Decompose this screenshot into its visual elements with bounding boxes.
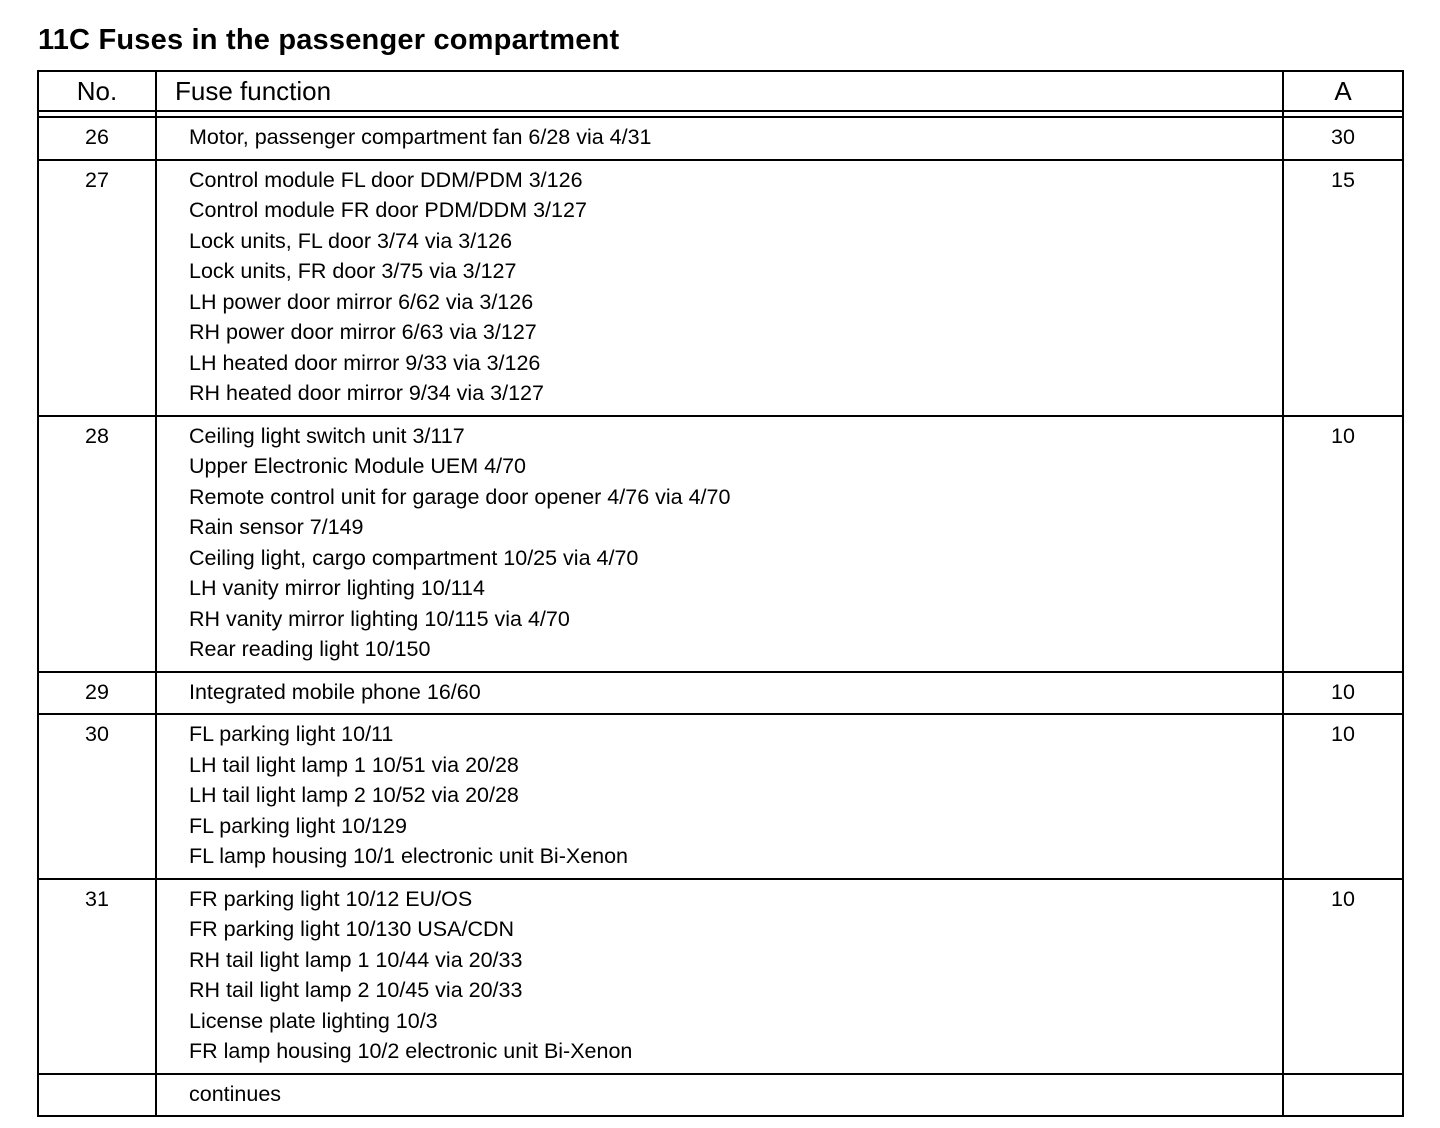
fuse-function-line: LH vanity mirror lighting 10/114 [189, 576, 485, 600]
fuse-number: 29 [38, 672, 156, 715]
fuse-amperage: 10 [1283, 672, 1403, 715]
fuse-function-line: License plate lighting 10/3 [189, 1008, 438, 1033]
fuse-amperage: 10 [1283, 416, 1403, 672]
fuse-function-line: Rear reading light 10/150 [189, 637, 431, 661]
table-row [38, 672, 1403, 715]
fuse-function-line: Ceiling light switch unit 3/117 [189, 423, 465, 448]
fuse-function-line: FR lamp housing 10/2 electronic unit Bi-Xenon [189, 1039, 633, 1063]
fuse-function-line: Ceiling light, cargo compartment 10/25 via 4/70 [189, 545, 639, 570]
fuse-number: 27 [38, 160, 156, 416]
fuse-amperage: 15 [1283, 160, 1403, 416]
fuse-function-line: LH tail light lamp 1 10/51 via 20/28 [189, 752, 519, 777]
fuse-function-line: Lock units, FR door 3/75 via 3/127 [189, 259, 517, 283]
fuse-number [38, 1074, 156, 1117]
table-row [38, 160, 1403, 416]
fuse-function-line: FL parking light 10/129 [189, 813, 407, 838]
fuse-function-line: FR parking light 10/130 USA/CDN [189, 917, 515, 941]
fuse-table-body [38, 111, 1403, 1116]
table-row [38, 1074, 1403, 1117]
fuse-function-line: Control module FR door PDM/DDM 3/127 [189, 198, 587, 222]
column-header-fuse-function: Fuse function [156, 71, 1283, 111]
fuse-function-line: Motor, passenger compartment fan 6/28 via 4/31 [189, 125, 652, 149]
fuse-function-line: Remote control unit for garage door opener 4/76 via 4/70 [189, 484, 731, 509]
fuse-function-cell [156, 117, 1283, 160]
fuse-function-line: Control module FL door DDM/PDM 3/126 [189, 167, 583, 192]
fuse-amperage: 30 [1283, 117, 1403, 160]
fuse-amperage: 10 [1283, 879, 1403, 1074]
fuse-function-cell [156, 879, 1283, 1074]
fuse-table [37, 70, 1404, 1117]
fuse-number: 28 [38, 416, 156, 672]
fuse-function-line: RH tail light lamp 2 10/45 via 20/33 [189, 978, 523, 1002]
table-row [38, 416, 1403, 672]
fuse-function-cell [156, 672, 1283, 715]
column-header-no: No. [38, 71, 156, 111]
fuse-function-line: Lock units, FL door 3/74 via 3/126 [189, 228, 513, 253]
fuse-function-line: RH heated door mirror 9/34 via 3/127 [189, 381, 544, 405]
fuse-function-cell [156, 714, 1283, 879]
fuse-function-line: FL parking light 10/11 [189, 722, 394, 746]
fuse-function-line: LH heated door mirror 9/33 via 3/126 [189, 350, 541, 375]
page-title: 11C Fuses in the passenger compartment [38, 24, 620, 56]
fuse-function-line: Upper Electronic Module UEM 4/70 [189, 454, 526, 478]
fuse-amperage: 10 [1283, 714, 1403, 879]
fuse-function-line: RH power door mirror 6/63 via 3/127 [189, 320, 537, 344]
table-row [38, 879, 1403, 1074]
fuse-function-line: continues [189, 1081, 282, 1106]
fuse-function-line: RH vanity mirror lighting 10/115 via 4/70 [189, 606, 570, 631]
fuse-number: 26 [38, 117, 156, 160]
fuse-function-line: Integrated mobile phone 16/60 [189, 679, 481, 704]
fuse-function-cell [156, 1074, 1283, 1117]
fuse-function-line: LH tail light lamp 2 10/52 via 20/28 [189, 783, 519, 807]
fuse-number: 31 [38, 879, 156, 1074]
fuse-number: 30 [38, 714, 156, 879]
table-header-row [38, 71, 1403, 111]
fuse-function-line: LH power door mirror 6/62 via 3/126 [189, 289, 534, 314]
fuse-function-line: FR parking light 10/12 EU/OS [189, 886, 473, 911]
fuse-function-line: Rain sensor 7/149 [189, 515, 364, 539]
fuse-function-line: RH tail light lamp 1 10/44 via 20/33 [189, 947, 523, 972]
fuse-function-cell [156, 160, 1283, 416]
fuse-function-cell [156, 416, 1283, 672]
table-row [38, 714, 1403, 879]
fuse-amperage [1283, 1074, 1403, 1117]
table-row [38, 117, 1403, 160]
fuse-function-line: FL lamp housing 10/1 electronic unit Bi-Xenon [189, 844, 629, 868]
column-header-amps: A [1283, 71, 1403, 111]
